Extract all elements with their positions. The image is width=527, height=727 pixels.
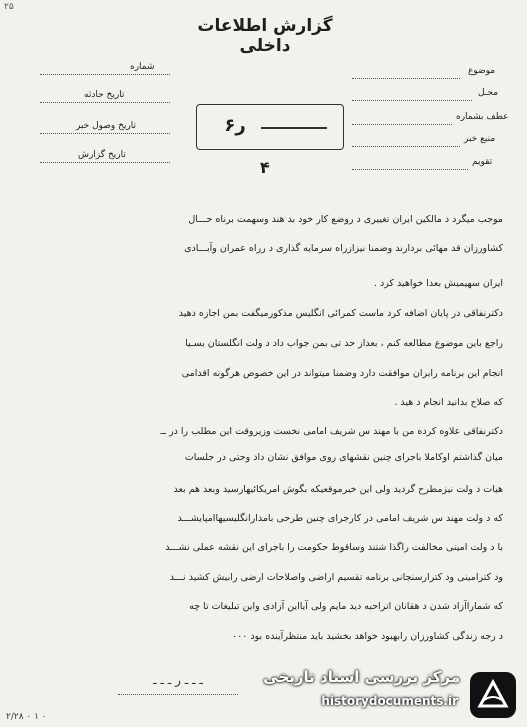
signature: [118, 668, 238, 692]
body-line: میان گذاشتم اوکاملا باجرای چنین نقشهای روی موافق نشان داد وحتی در جلسات: [184, 452, 503, 463]
body-line: موجب میگرد د مالکین ایران تغییری د روضع کار خود بد هند وسهمت برناه حـــال: [188, 214, 503, 225]
field-label-assessment: تقویم: [472, 157, 493, 167]
field-label-incident-date: تاریخ حادثه: [84, 90, 125, 100]
field-rule-assessment: [352, 169, 468, 170]
body-line: دکترنفاقی در پایان اضافه کرد ماست کمرائی انگلیس مذکورمیگفت بمن اجازه دهید: [178, 308, 503, 319]
document-title: گزارش اطلاعات داخلی: [197, 16, 333, 56]
field-rule-report-date: [40, 162, 170, 163]
archive-watermark: [248, 664, 522, 724]
body-line: ود کترامینی ود کترارسنجانی برنامه تقسیم اراضی واصلاحات ارضی رابیش کشید نـــد: [169, 572, 503, 583]
field-rule-incident-date: [40, 102, 170, 103]
field-rule-reference: [352, 124, 452, 125]
signature-text: ـ ـ ـ ر ـ ـ ـ: [153, 673, 203, 687]
signature-line: [118, 694, 238, 695]
field-rule-number: [40, 74, 170, 75]
body-line: انجام این برنامه رابران موافقت دارد وضمنا میتواند در این خصوص هرگونه اقدامی: [181, 368, 503, 379]
watermark-title: مرکز بررسی اسناد تاریخی: [263, 668, 460, 686]
body-line: راجع باین موضوع مطالعه کنم ، بعداز حد تی بمن جواب داد د ولت انگلستان بسـیا: [185, 338, 503, 349]
field-label-report-date: تاریخ گزارش: [78, 150, 126, 160]
field-label-source: منبع خبر: [464, 134, 496, 144]
body-line: که شماراآزاد شدن د هقانان اتراحبه دید مایم ولی آیااین آزادی واین تبلیغات تا چه: [189, 601, 503, 612]
field-label-receipt-date: تاریخ وصول خبر: [76, 121, 137, 131]
body-line: ایران سهیمیش بعدا خواهید کرد .: [373, 278, 503, 289]
field-label-subject: موضوع: [468, 66, 496, 76]
field-label-number: شماره: [130, 62, 155, 72]
stamp-handwriting: ر۶: [224, 115, 246, 136]
field-label-place: محـل: [478, 88, 499, 98]
stamp-line: [261, 127, 327, 129]
watermark-url: historydocuments.ir: [321, 694, 458, 708]
body-line: د رجه زندگی کشاورزان رابهبود خواهد بخشید باید منتظرآینده بود ۰۰۰: [232, 631, 503, 642]
body-line: که د ولت مهند س شریف امامی در کارجرای چنین طرحی بامدارانگلیسیهاامپایشـــد: [177, 513, 503, 524]
archive-code: ۲/۲۸ ۰ ۱ ۰: [6, 712, 47, 722]
field-rule-receipt-date: [40, 133, 170, 134]
field-label-reference: عطف بشماره: [456, 112, 509, 122]
classification-stamp: [196, 104, 344, 150]
archive-logo-icon: [468, 670, 518, 720]
body-line: کشاورزان قد مهائی بردارند وضمنا نیزازراه سرمایه گذاری د رراه عمران وآبـــادی: [184, 243, 503, 254]
field-rule-place: [352, 100, 472, 101]
body-line: که صلاح بدانید انجام د هید .: [394, 397, 503, 408]
field-rule-subject: [352, 78, 460, 79]
field-rule-source: [352, 146, 460, 147]
page-number-mark: ۴: [260, 158, 270, 177]
body-line: دکترنفاقی علاوه کرده من با مهند س شریف امامی نخست وزیروقت این مطلب را در ــ: [160, 426, 503, 437]
body-line: با د ولت امینی مخالفت راگذا شتند وساقوط حکومت را باجرای این نقشه عملی نشـــد: [165, 542, 503, 553]
corner-note: ۲۵: [4, 2, 14, 12]
body-line: هیات د ولت نیزمطرح گردید ولی این خبرموقعیکه بگوش امریکائیهارسید وبعد هم بعد: [173, 484, 503, 495]
